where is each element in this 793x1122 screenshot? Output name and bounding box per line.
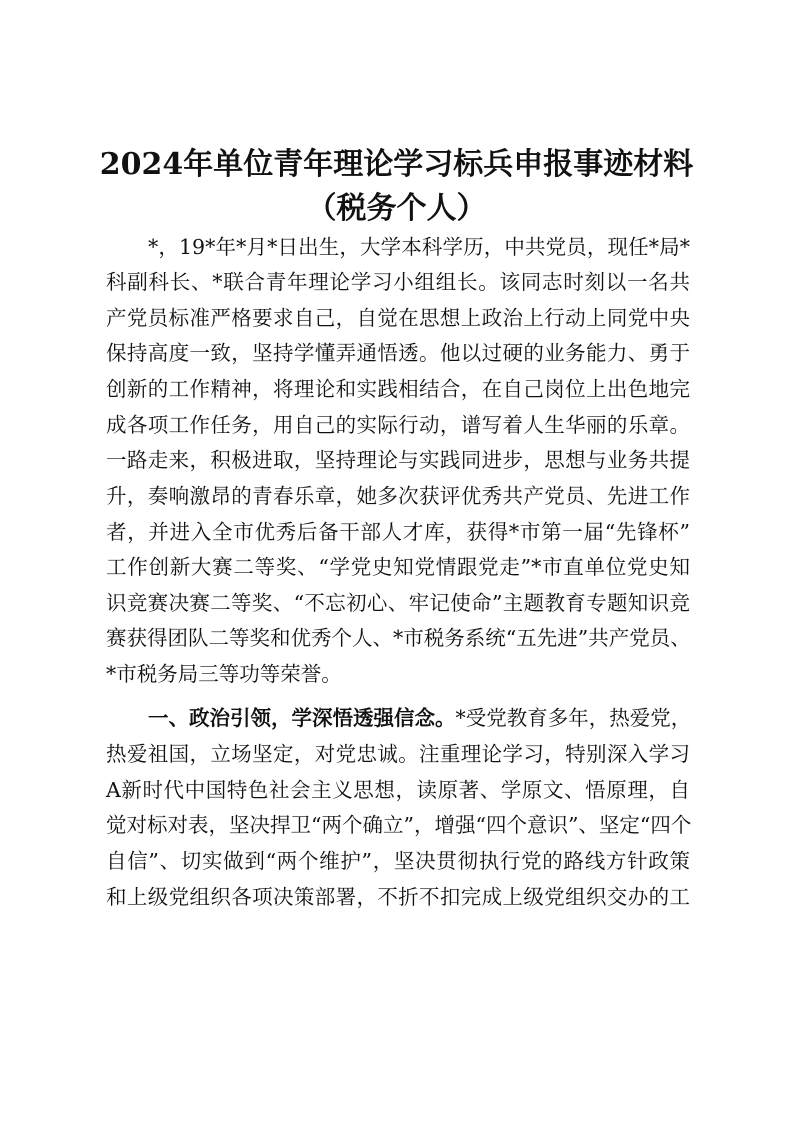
paragraph-line: 创新的工作精神，将理论和实践相结合，在自己岗位上出色地完 [106,377,690,401]
document-title: 2024年单位青年理论学习标兵申报事迹材料 [99,147,694,182]
paragraph-line: 者，并进入全市优秀后备干部人才库，获得*市第一届“先锋杯” [106,520,690,544]
document-subtitle: （税务个人） [306,191,487,226]
paragraph-line: 产党员标准严格要求自己，自觉在思想上政治上行动上同党中央 [106,306,690,330]
paragraph-line: 升，奏响激昂的青春乐章，她多次获评优秀共产党员、先进工作 [106,484,690,508]
paragraph-line: *，19*年*月*日出生，大学本科学历，中共党员，现任*局* [148,235,690,259]
paragraph-line: 热爱祖国，立场坚定，对党忠诚。注重理论学习，特别深入学习 [106,742,690,766]
paragraph-line: 成各项工作任务，用自己的实际行动，谱写着人生华丽的乐章。 [106,413,690,437]
paragraph-line: 一路走来，积极进取，坚持理论与实践同进步，思想与业务共提 [106,448,690,472]
paragraph-line: 和上级党组织各项决策部署，不折不扣完成上级党组织交办的工 [106,885,690,909]
paragraph-line: *市税务局三等功等荣誉。 [106,662,342,686]
paragraph-line: 赛获得团队二等奖和优秀个人、*市税务系统“五先进”共产党员、 [106,626,691,650]
paragraph-line: 觉对标对表，坚决捍卫“两个确立”，增强“四个意识”、坚定“四个 [106,813,692,837]
paragraph-line: 保持高度一致，坚持学懂弄通悟透。他以过硬的业务能力、勇于 [106,341,690,365]
section-first-line [148,703,690,733]
paragraph-line: A新时代中国特色社会主义思想，读原著、学原文、悟原理，自 [106,778,690,802]
paragraph-line: 科副科长、*联合青年理论学习小组组长。该同志时刻以一名共 [106,270,690,294]
section-heading: 一、政治引领，学深悟透强信念。 [148,706,456,730]
paragraph-line: 识竞赛决赛二等奖、“不忘初心、牢记使命”主题教育专题知识竞 [106,591,690,615]
section-text: *受党教育多年，热爱党， [455,706,692,730]
paragraph-line: 工作创新大赛二等奖、“学党史知党情跟党走”*市直单位党史知 [106,555,690,579]
paragraph-line: 自信”、切实做到“两个维护”，坚决贯彻执行党的路线方针政策 [106,849,690,873]
